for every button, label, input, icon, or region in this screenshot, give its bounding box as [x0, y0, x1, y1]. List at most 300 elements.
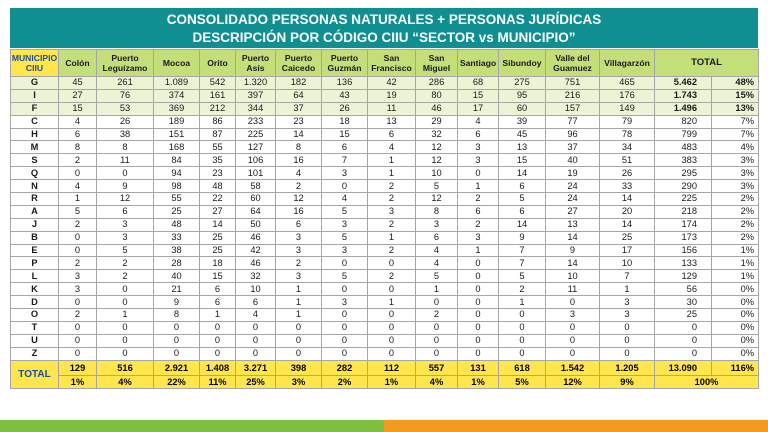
ciiu-code: H: [11, 128, 59, 141]
data-cell: 25: [200, 231, 236, 244]
data-cell: 0: [416, 296, 458, 309]
row-total: 483: [655, 141, 712, 154]
data-cell: 7: [600, 270, 655, 283]
data-cell: 3: [59, 270, 97, 283]
data-cell: 0: [368, 257, 416, 270]
data-cell: 0: [97, 296, 154, 309]
data-cell: 39: [499, 115, 546, 128]
data-cell: 2: [458, 193, 499, 206]
table-row: [11, 154, 759, 167]
data-cell: 3: [276, 231, 322, 244]
percent-cell: 4%: [97, 375, 154, 388]
row-percent: 0%: [712, 321, 759, 334]
table-row: [11, 102, 759, 115]
row-percent: 3%: [712, 167, 759, 180]
row-percent: 1%: [712, 270, 759, 283]
total-cell: 516: [97, 360, 154, 375]
data-cell: 46: [416, 102, 458, 115]
data-cell: 14: [499, 167, 546, 180]
data-cell: 176: [600, 89, 655, 102]
row-percent: 0%: [712, 309, 759, 322]
header-villagarzon: Villagarzón: [600, 50, 655, 77]
row-percent: 2%: [712, 205, 759, 218]
data-cell: 42: [236, 244, 276, 257]
data-cell: 0: [236, 347, 276, 360]
header-row: [11, 50, 759, 77]
total-cell: 1.542: [546, 360, 600, 375]
data-cell: 17: [458, 102, 499, 115]
data-cell: 55: [200, 141, 236, 154]
data-cell: 3: [322, 167, 368, 180]
data-cell: 0: [458, 347, 499, 360]
data-cell: 79: [600, 115, 655, 128]
row-total: 156: [655, 244, 712, 257]
data-cell: 465: [600, 77, 655, 90]
data-cell: 0: [200, 347, 236, 360]
ciiu-code: B: [11, 231, 59, 244]
data-cell: 32: [236, 270, 276, 283]
header-san-miguel: San Miguel: [416, 50, 458, 77]
data-cell: 4: [59, 115, 97, 128]
data-cell: 2: [59, 218, 97, 231]
table-row: [11, 270, 759, 283]
percent-cell: 1%: [59, 375, 97, 388]
data-cell: 0: [276, 347, 322, 360]
data-cell: 0: [600, 347, 655, 360]
data-cell: 5: [59, 205, 97, 218]
data-cell: 161: [200, 89, 236, 102]
data-cell: 0: [322, 257, 368, 270]
data-cell: 98: [154, 180, 200, 193]
data-cell: 48: [200, 180, 236, 193]
row-total: 1.496: [655, 102, 712, 115]
data-cell: 3: [368, 205, 416, 218]
data-cell: 0: [600, 334, 655, 347]
data-cell: 14: [546, 231, 600, 244]
data-cell: 2: [368, 244, 416, 257]
data-cell: 0: [97, 167, 154, 180]
data-cell: 0: [154, 321, 200, 334]
row-total: 820: [655, 115, 712, 128]
row-total: 173: [655, 231, 712, 244]
data-cell: 6: [322, 141, 368, 154]
data-cell: 2: [97, 270, 154, 283]
data-cell: 1: [499, 296, 546, 309]
data-cell: 5: [416, 180, 458, 193]
data-cell: 151: [154, 128, 200, 141]
row-percent: 2%: [712, 193, 759, 206]
data-cell: 5: [499, 270, 546, 283]
data-cell: 16: [276, 205, 322, 218]
ciiu-code: I: [11, 89, 59, 102]
data-cell: 7: [499, 244, 546, 257]
data-cell: 9: [499, 231, 546, 244]
data-cell: 0: [59, 231, 97, 244]
data-cell: 45: [499, 128, 546, 141]
row-percent: 13%: [712, 102, 759, 115]
ciiu-code: J: [11, 218, 59, 231]
data-cell: 18: [322, 115, 368, 128]
ciiu-code: M: [11, 141, 59, 154]
header-puerto-leguizamo: Puerto Leguízamo: [97, 50, 154, 77]
data-cell: 182: [276, 77, 322, 90]
table-row: [11, 309, 759, 322]
total-cell: 282: [322, 360, 368, 375]
data-cell: 6: [458, 205, 499, 218]
data-cell: 0: [59, 334, 97, 347]
data-cell: 42: [368, 77, 416, 90]
ciiu-code: S: [11, 154, 59, 167]
data-cell: 374: [154, 89, 200, 102]
data-cell: 25: [600, 231, 655, 244]
percent-cell: 3%: [276, 375, 322, 388]
data-cell: 4: [368, 141, 416, 154]
data-cell: 46: [236, 231, 276, 244]
ciiu-code: T: [11, 321, 59, 334]
data-cell: 2: [458, 218, 499, 231]
data-cell: 4: [458, 115, 499, 128]
data-cell: 0: [59, 321, 97, 334]
data-cell: 12: [276, 193, 322, 206]
data-cell: 0: [368, 347, 416, 360]
table-row: [11, 89, 759, 102]
row-total: 129: [655, 270, 712, 283]
data-cell: 0: [458, 334, 499, 347]
data-cell: 751: [546, 77, 600, 90]
data-cell: 46: [236, 257, 276, 270]
data-cell: 1: [276, 283, 322, 296]
data-cell: 29: [416, 115, 458, 128]
data-cell: 3: [546, 309, 600, 322]
data-cell: 0: [458, 257, 499, 270]
row-total: 295: [655, 167, 712, 180]
data-cell: 106: [236, 154, 276, 167]
data-cell: 10: [600, 257, 655, 270]
data-cell: 0: [368, 283, 416, 296]
ciiu-code: K: [11, 283, 59, 296]
data-cell: 76: [97, 89, 154, 102]
data-cell: 33: [154, 231, 200, 244]
data-cell: 3: [322, 218, 368, 231]
data-cell: 14: [499, 218, 546, 231]
data-cell: 1: [276, 296, 322, 309]
data-cell: 13: [499, 141, 546, 154]
data-cell: 0: [368, 321, 416, 334]
row-percent: 3%: [712, 154, 759, 167]
data-cell: 0: [236, 321, 276, 334]
data-cell: 0: [499, 347, 546, 360]
row-total: 225: [655, 193, 712, 206]
data-cell: 11: [368, 102, 416, 115]
row-total: 799: [655, 128, 712, 141]
data-cell: 1.320: [236, 77, 276, 90]
data-cell: 50: [236, 218, 276, 231]
data-cell: 6: [200, 283, 236, 296]
data-cell: 0: [97, 334, 154, 347]
percent-cell: 4%: [416, 375, 458, 388]
data-cell: 27: [546, 205, 600, 218]
data-cell: 0: [368, 309, 416, 322]
data-cell: 2: [276, 180, 322, 193]
percent-cell: 22%: [154, 375, 200, 388]
data-cell: 6: [97, 205, 154, 218]
data-cell: 48: [154, 218, 200, 231]
data-cell: 1: [97, 309, 154, 322]
data-cell: 0: [154, 347, 200, 360]
data-cell: 64: [236, 205, 276, 218]
table-row: [11, 283, 759, 296]
ciiu-municipio-table: [10, 49, 759, 389]
data-cell: 4: [276, 167, 322, 180]
ciiu-code: D: [11, 296, 59, 309]
data-cell: 14: [600, 218, 655, 231]
total-cell: 129: [59, 360, 97, 375]
data-cell: 2: [276, 257, 322, 270]
row-percent: 0%: [712, 347, 759, 360]
data-cell: 2: [499, 283, 546, 296]
data-cell: 8: [154, 309, 200, 322]
percent-total: 100%: [655, 375, 759, 388]
data-cell: 12: [416, 193, 458, 206]
row-total: 0: [655, 334, 712, 347]
percent-cell: 1%: [458, 375, 499, 388]
total-cell: 3.271: [236, 360, 276, 375]
data-cell: 68: [458, 77, 499, 90]
data-cell: 2: [97, 257, 154, 270]
total-cell: 112: [368, 360, 416, 375]
header-santiago: Santiago: [458, 50, 499, 77]
row-percent: 1%: [712, 244, 759, 257]
data-cell: 6: [276, 218, 322, 231]
data-cell: 0: [322, 334, 368, 347]
data-cell: 16: [276, 154, 322, 167]
table-row: [11, 296, 759, 309]
data-cell: 2: [368, 218, 416, 231]
data-cell: 26: [600, 167, 655, 180]
data-cell: 8: [416, 205, 458, 218]
data-cell: 3: [458, 231, 499, 244]
data-cell: 0: [458, 270, 499, 283]
data-cell: 3: [416, 218, 458, 231]
data-cell: 0: [59, 347, 97, 360]
table-row: [11, 231, 759, 244]
data-cell: 25: [154, 205, 200, 218]
data-cell: 5: [322, 270, 368, 283]
data-cell: 15: [322, 128, 368, 141]
data-cell: 25: [200, 244, 236, 257]
row-percent: 0%: [712, 283, 759, 296]
data-cell: 18: [200, 257, 236, 270]
data-cell: 53: [97, 102, 154, 115]
data-cell: 5: [416, 270, 458, 283]
data-cell: 0: [200, 321, 236, 334]
data-cell: 7: [322, 154, 368, 167]
data-cell: 60: [499, 102, 546, 115]
row-percent: 1%: [712, 257, 759, 270]
data-cell: 8: [97, 141, 154, 154]
total-cell: 2.921: [154, 360, 200, 375]
data-cell: 37: [546, 141, 600, 154]
data-cell: 1.089: [154, 77, 200, 90]
row-percent: 3%: [712, 180, 759, 193]
data-cell: 27: [59, 89, 97, 102]
row-percent: 15%: [712, 89, 759, 102]
data-cell: 6: [200, 296, 236, 309]
data-cell: 0: [546, 334, 600, 347]
data-cell: 5: [499, 193, 546, 206]
data-cell: 0: [322, 347, 368, 360]
header-mocoa: Mocoa: [154, 50, 200, 77]
row-total: 290: [655, 180, 712, 193]
percent-cell: 12%: [546, 375, 600, 388]
header-puerto-guzman: Puerto Guzmán: [322, 50, 368, 77]
data-cell: 0: [276, 334, 322, 347]
data-cell: 35: [200, 154, 236, 167]
data-cell: 0: [458, 167, 499, 180]
total-cell: 618: [499, 360, 546, 375]
row-total: 30: [655, 296, 712, 309]
ciiu-code: R: [11, 193, 59, 206]
data-cell: 38: [154, 244, 200, 257]
data-cell: 15: [499, 154, 546, 167]
data-cell: 2: [59, 257, 97, 270]
data-cell: 17: [600, 244, 655, 257]
data-cell: 216: [546, 89, 600, 102]
data-cell: 80: [416, 89, 458, 102]
data-cell: 3: [97, 231, 154, 244]
table-row: [11, 141, 759, 154]
row-total: 133: [655, 257, 712, 270]
data-cell: 12: [97, 193, 154, 206]
data-cell: 0: [276, 321, 322, 334]
header-san-francisco: San Francisco: [368, 50, 416, 77]
data-cell: 12: [416, 154, 458, 167]
data-cell: 0: [97, 321, 154, 334]
row-percent: 0%: [712, 296, 759, 309]
data-cell: 21: [154, 283, 200, 296]
total-cell: 398: [276, 360, 322, 375]
data-cell: 2: [59, 154, 97, 167]
table-body: [11, 77, 759, 361]
data-cell: 0: [600, 321, 655, 334]
data-cell: 0: [154, 334, 200, 347]
data-cell: 95: [499, 89, 546, 102]
data-cell: 149: [600, 102, 655, 115]
data-cell: 77: [546, 115, 600, 128]
data-cell: 0: [458, 296, 499, 309]
total-cell: 1.408: [200, 360, 236, 375]
data-cell: 32: [416, 128, 458, 141]
data-cell: 6: [236, 296, 276, 309]
data-cell: 261: [97, 77, 154, 90]
data-cell: 5: [322, 231, 368, 244]
data-cell: 2: [416, 309, 458, 322]
total-cell: 1.205: [600, 360, 655, 375]
data-cell: 37: [276, 102, 322, 115]
data-cell: 38: [97, 128, 154, 141]
data-cell: 0: [546, 347, 600, 360]
row-total: 0: [655, 321, 712, 334]
ciiu-code: U: [11, 334, 59, 347]
row-total: 383: [655, 154, 712, 167]
data-cell: 6: [368, 128, 416, 141]
data-cell: 4: [416, 244, 458, 257]
data-cell: 1: [458, 180, 499, 193]
totals-label: TOTAL: [11, 360, 59, 388]
row-percent: 4%: [712, 141, 759, 154]
row-percent: 7%: [712, 128, 759, 141]
ciiu-code: O: [11, 309, 59, 322]
data-cell: 64: [276, 89, 322, 102]
table-row: [11, 205, 759, 218]
data-cell: 9: [154, 296, 200, 309]
data-cell: 136: [322, 77, 368, 90]
data-cell: 8: [276, 141, 322, 154]
data-cell: 15: [59, 102, 97, 115]
data-cell: 0: [236, 334, 276, 347]
data-cell: 10: [546, 270, 600, 283]
row-percent: 2%: [712, 218, 759, 231]
data-cell: 6: [499, 180, 546, 193]
header-municipio: MUNICIPIO CIIU: [11, 50, 59, 77]
data-cell: 60: [236, 193, 276, 206]
data-cell: 94: [154, 167, 200, 180]
data-cell: 0: [416, 321, 458, 334]
table-row: [11, 218, 759, 231]
data-cell: 3: [322, 244, 368, 257]
title-line-1: CONSOLIDADO PERSONAS NATURALES + PERSONAS JURÍDICAS: [166, 12, 602, 27]
data-cell: 1: [458, 244, 499, 257]
header-colon: Colón: [59, 50, 97, 77]
title-line-2: DESCRIPCIÓN POR CÓDIGO CIIU “SECTOR vs MUNICIPIO”: [192, 30, 576, 45]
data-cell: 3: [276, 270, 322, 283]
header-orito: Orito: [200, 50, 236, 77]
data-cell: 5: [322, 205, 368, 218]
data-cell: 157: [546, 102, 600, 115]
data-cell: 6: [499, 205, 546, 218]
table-row: [11, 180, 759, 193]
data-cell: 1: [276, 309, 322, 322]
header-total: TOTAL: [655, 50, 759, 77]
ciiu-code: A: [11, 205, 59, 218]
total-cell: 557: [416, 360, 458, 375]
data-cell: 87: [200, 128, 236, 141]
data-cell: 0: [458, 321, 499, 334]
data-cell: 14: [276, 128, 322, 141]
data-cell: 11: [97, 154, 154, 167]
data-cell: 40: [546, 154, 600, 167]
data-cell: 20: [600, 205, 655, 218]
data-cell: 2: [368, 193, 416, 206]
percent-cell: 1%: [368, 375, 416, 388]
data-cell: 0: [368, 334, 416, 347]
data-cell: 0: [59, 244, 97, 257]
data-cell: 10: [416, 167, 458, 180]
data-cell: 0: [322, 283, 368, 296]
data-cell: 0: [322, 321, 368, 334]
data-cell: 22: [200, 193, 236, 206]
data-cell: 3: [458, 141, 499, 154]
data-cell: 14: [600, 193, 655, 206]
data-cell: 15: [200, 270, 236, 283]
ciiu-code: N: [11, 180, 59, 193]
data-cell: 55: [154, 193, 200, 206]
row-total: 218: [655, 205, 712, 218]
table-title: [10, 8, 758, 48]
data-cell: 19: [368, 89, 416, 102]
data-cell: 40: [154, 270, 200, 283]
data-cell: 6: [416, 231, 458, 244]
